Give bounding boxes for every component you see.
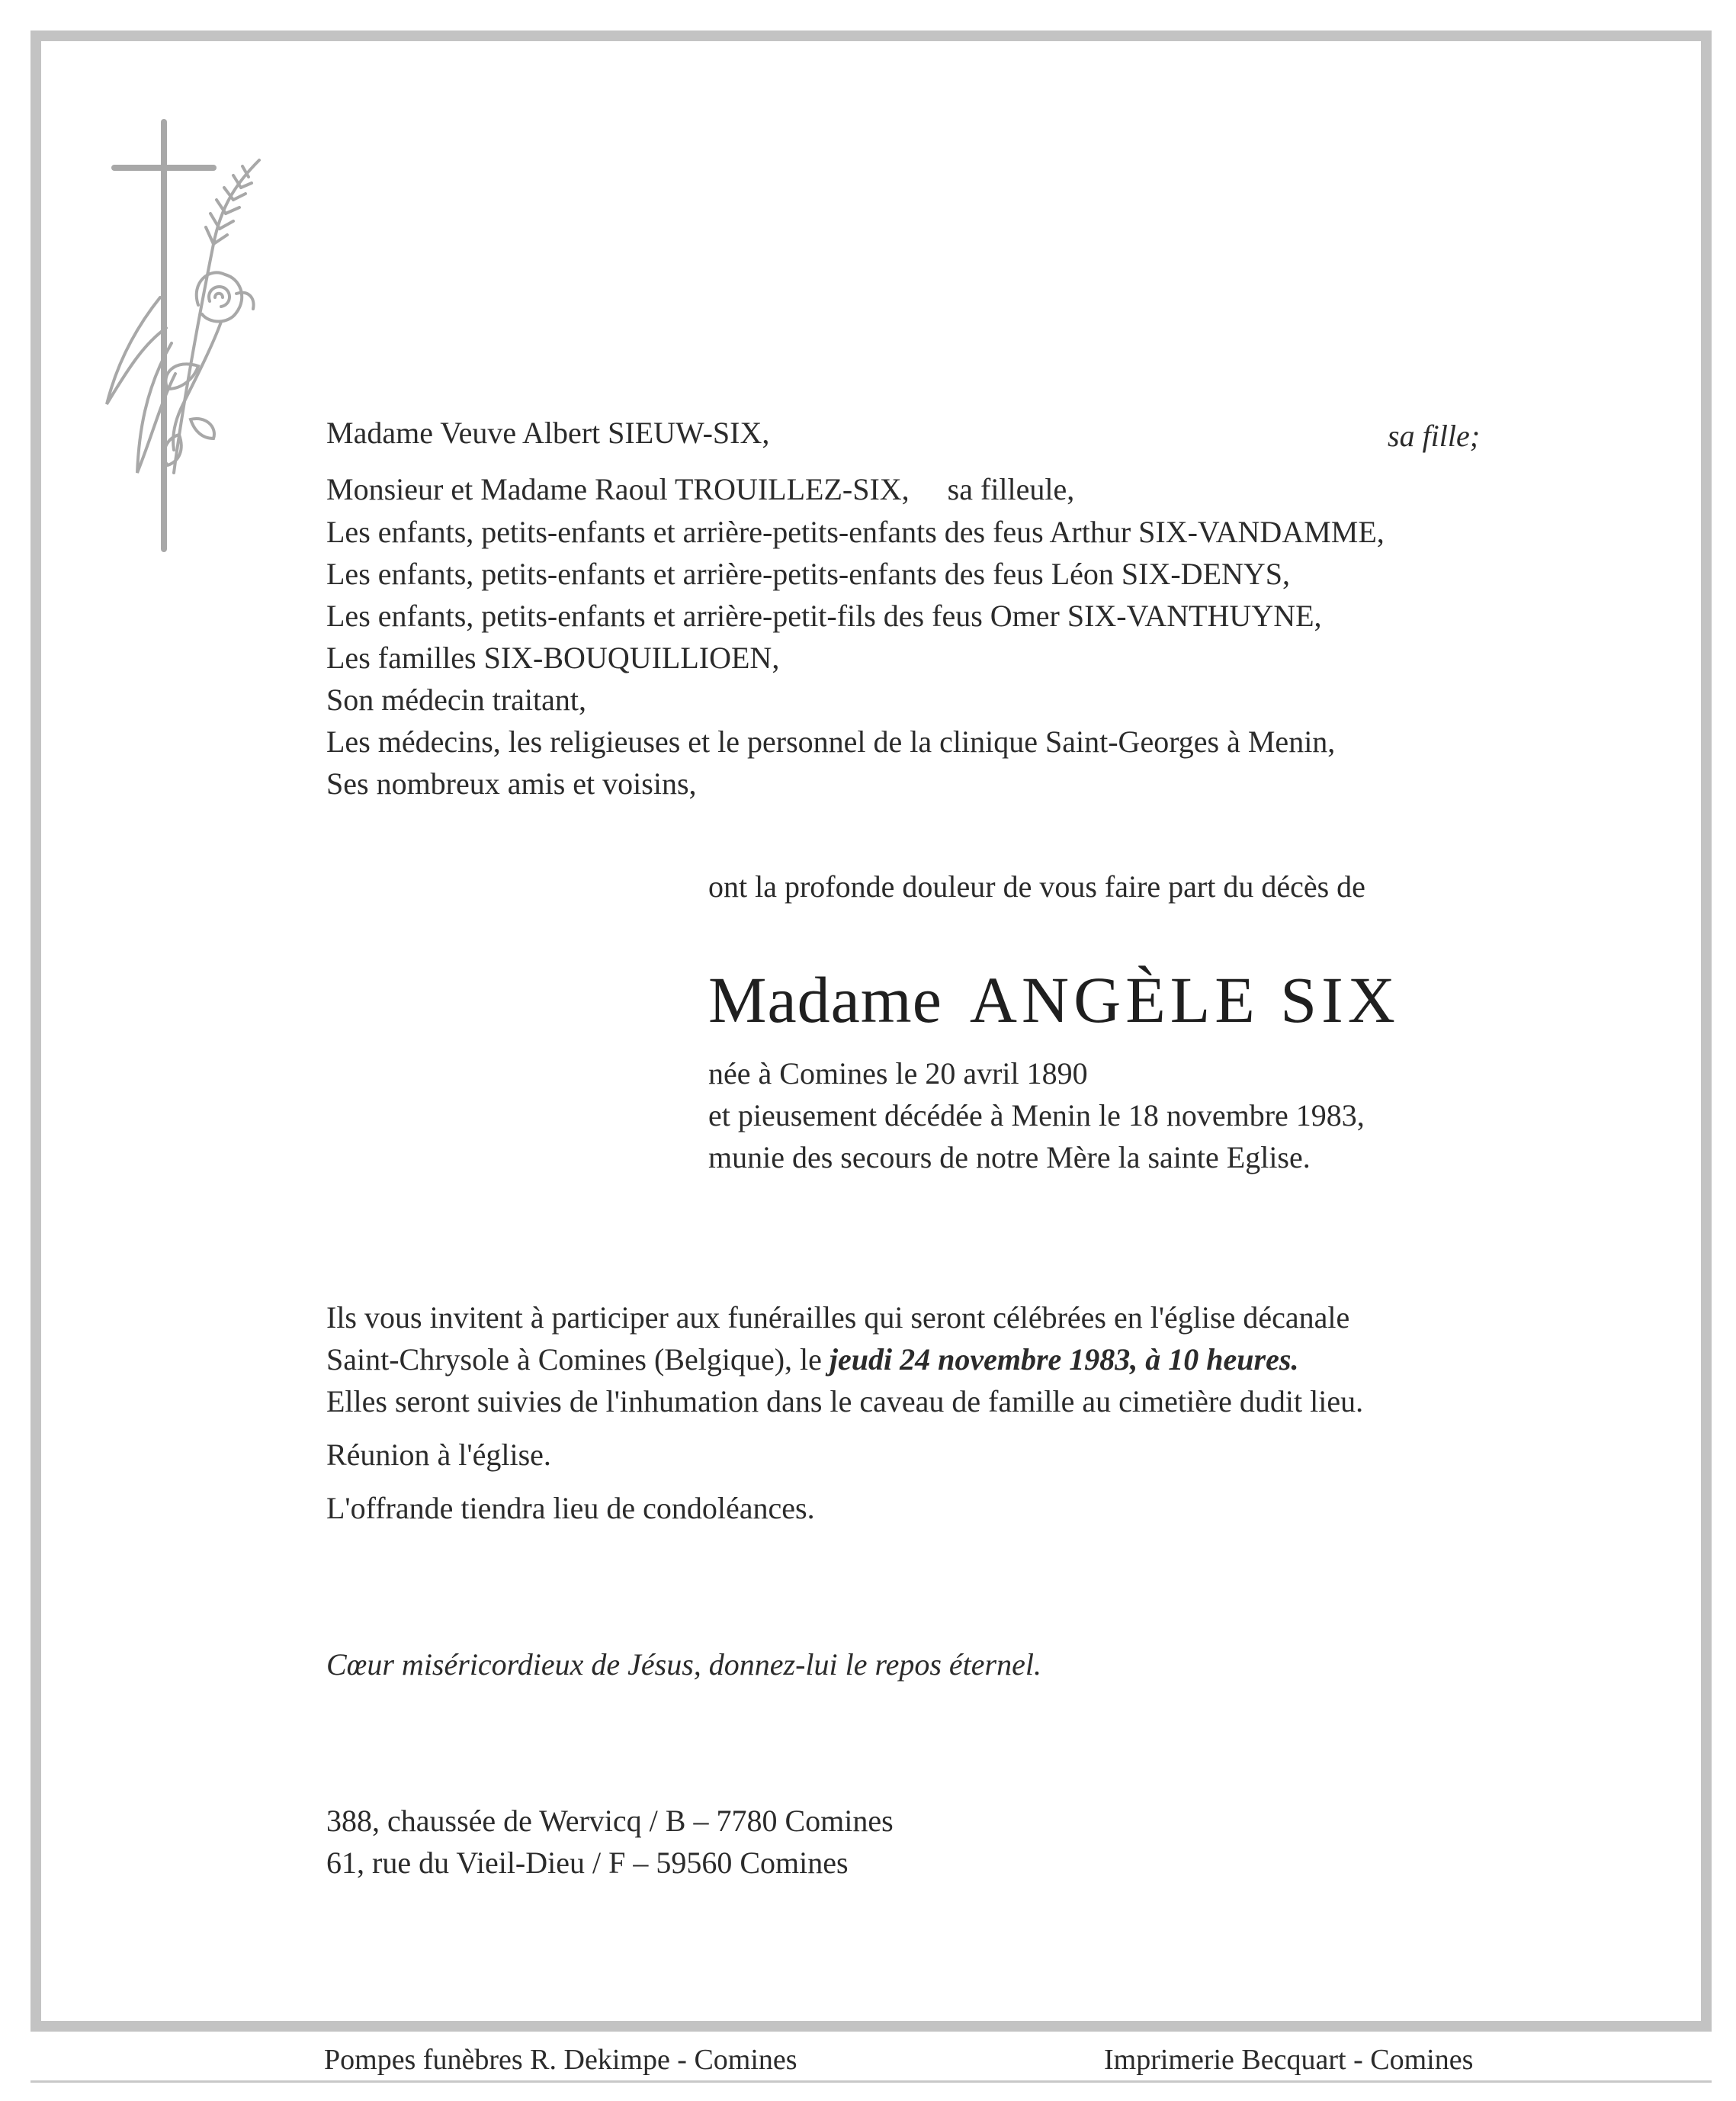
deceased-sacraments: munie des secours de notre Mère la sainte Eglise. <box>708 1140 1311 1174</box>
family-line-3: Les enfants, petits-enfants et arrière-petits-enfants des feus Arthur SIX-VANDAMME, <box>326 515 1385 549</box>
address-belgium: 388, chaussée de Wervicq / B – 7780 Comines <box>326 1804 894 1838</box>
family-line-2 <box>326 474 1074 505</box>
family-line-2-role: sa filleule, <box>947 472 1075 506</box>
family-line-9: Ses nombreux amis et voisins, <box>326 766 697 801</box>
footer-rule <box>30 2080 1712 2083</box>
funeral-meeting: Réunion à l'église. <box>326 1438 551 1472</box>
announcement: ont la profonde douleur de vous faire part du décès de <box>708 869 1365 904</box>
funeral-line-3: Elles seront suivies de l'inhumation dans le caveau de famille au cimetière dudit lieu. <box>326 1384 1364 1418</box>
family-line-7: Son médecin traitant, <box>326 683 587 717</box>
cross-with-wheat-and-rose-icon <box>84 114 274 557</box>
family-line-1: Madame Veuve Albert SIEUW-SIX, <box>326 416 770 450</box>
deceased-fullname: ANGÈLE SIX <box>969 963 1400 1036</box>
deceased-name <box>708 963 1400 1036</box>
family-line-5: Les enfants, petits-enfants et arrière-petit-fils des feus Omer SIX-VANTHUYNE, <box>326 599 1322 633</box>
footer-printer: Imprimerie Becquart - Comines <box>1104 2044 1474 2076</box>
family-line-2-name: Monsieur et Madame Raoul TROUILLEZ-SIX, <box>326 472 910 506</box>
funeral-date: jeudi 24 novembre 1983, à 10 heures. <box>829 1342 1299 1377</box>
deceased-birth: née à Comines le 20 avril 1890 <box>708 1056 1088 1091</box>
family-line-8: Les médecins, les religieuses et le personnel de la clinique Saint-Georges à Menin, <box>326 724 1336 759</box>
funeral-offering: L'offrande tiendra lieu de condoléances. <box>326 1491 815 1525</box>
address-france: 61, rue du Vieil-Dieu / F – 59560 Comines <box>326 1846 849 1880</box>
funeral-location: Saint-Chrysole à Comines (Belgique), le <box>326 1342 822 1377</box>
funeral-line-2 <box>326 1344 1298 1375</box>
funeral-line-1: Ils vous invitent à participer aux funérailles qui seront célébrées en l'église décanale <box>326 1300 1350 1335</box>
prayer: Cœur miséricordieux de Jésus, donnez-lui le repos éternel. <box>326 1647 1041 1682</box>
footer-funeral-home: Pompes funèbres R. Dekimpe - Comines <box>324 2044 797 2076</box>
family-line-1-role: sa fille; <box>1388 419 1481 453</box>
deceased-title: Madame <box>708 963 942 1036</box>
deceased-death: et pieusement décédée à Menin le 18 novembre 1983, <box>708 1098 1365 1132</box>
family-line-6: Les familles SIX-BOUQUILLIOEN, <box>326 641 780 675</box>
family-line-4: Les enfants, petits-enfants et arrière-petits-enfants des feus Léon SIX-DENYS, <box>326 557 1291 591</box>
